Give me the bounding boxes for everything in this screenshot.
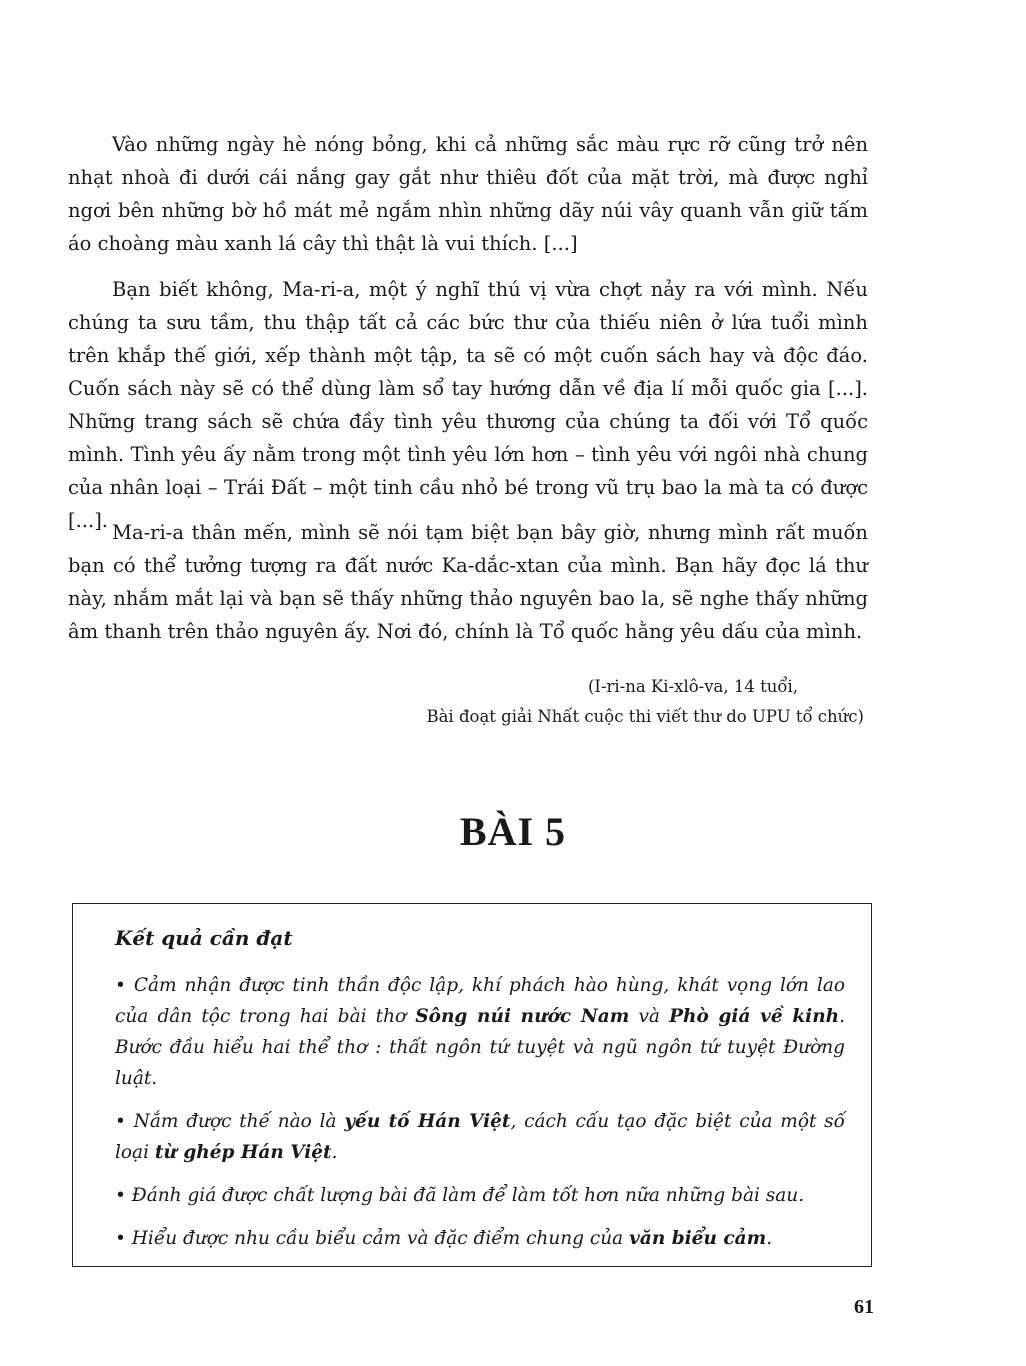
outcome-text: . [766, 1228, 773, 1249]
letter-source-note: Bài đoạt giải Nhất cuộc thi viết thư do UPU tổ chức) [426, 707, 864, 726]
page-number: 61 [854, 1296, 874, 1318]
outcome-text: , cách cấu tạo đặc biệt của một số loại [115, 1111, 845, 1163]
outcome-text: và [629, 1006, 670, 1027]
letter-paragraph-2: Bạn biết không, Ma-ri-a, một ý nghĩ thú vị vừa chợt nảy ra với mình. Nếu chúng ta sưu tầm, thu thập tất cả các bức thư của thiếu niên ở lứa tuổi mình trên khắp thế giới, xếp thành một tập, ta sẽ có một cuốn sách hay và độc đáo. Cuốn sách này sẽ có thể dùng làm sổ tay hướng dẫn về địa lí mỗi quốc gia [...]. Những trang sách sẽ chứa đầy tình yêu thương của chúng ta đối với Tổ quốc mình. Tình yêu ấy nằm trong một tình yêu lớn hơn – tình yêu với ngôi nhà chung của nhân loại – Trái Đất – một tinh cầu nhỏ bé trong vũ trụ bao la mà ta có được [...]. [68, 278, 868, 532]
letter-paragraph-1: Vào những ngày hè nóng bỏng, khi cả những sắc màu rực rỡ cũng trở nên nhạt nhoà đi dưới cái nắng gay gắt như thiêu đốt của mặt trời, mà được nghỉ ngơi bên những bờ hồ mát mẻ ngắm nhìn những dãy núi vây quanh vẫn giữ tấm áo choàng màu xanh lá cây thì thật là vui thích. [...] [68, 133, 868, 255]
outcome-emphasis: từ ghép Hán Việt [154, 1142, 332, 1163]
outcome-text: . Bước đầu hiểu hai thể thơ : thất ngôn tứ tuyệt và ngũ ngôn tứ tuyệt Đường luật. [115, 1006, 845, 1089]
letter-paragraph-3: Ma-ri-a thân mến, mình sẽ nói tạm biệt bạn bây giờ, nhưng mình rất muốn bạn có thể tưởng tượng ra đất nước Ka-dắc-xtan của mình. Bạn hãy đọc lá thư này, nhắm mắt lại và bạn sẽ thấy những thảo nguyên bao la, sẽ nghe thấy những âm thanh trên thảo nguyên ấy. Nơi đó, chính là Tổ quốc hằng yêu dấu của mình. [68, 521, 868, 643]
outcome-emphasis: văn biểu cảm [629, 1228, 767, 1249]
outcome-text: . [331, 1142, 338, 1163]
outcome-text: • Hiểu được nhu cầu biểu cảm và đặc điểm chung của [115, 1228, 630, 1249]
outcome-item [115, 1106, 845, 1168]
outcome-emphasis: Phò giá về kinh [669, 1006, 840, 1027]
lesson-title: BÀI 5 [459, 809, 567, 854]
outcome-item [115, 1223, 845, 1254]
outcome-item [115, 1180, 845, 1211]
outcome-text: • Đánh giá được chất lượng bài đã làm để làm tốt hơn nữa những bài sau. [115, 1185, 805, 1206]
outcome-item [115, 970, 845, 1094]
learning-outcomes-heading: Kết quả cần đạt [115, 926, 293, 950]
letter-source-author: (I-ri-na Ki-xlô-va, 14 tuổi, [587, 677, 798, 696]
learning-outcomes-box [72, 903, 872, 1267]
outcome-text: • Nắm được thế nào là [115, 1111, 345, 1132]
outcome-emphasis: yếu tố Hán Việt [344, 1111, 511, 1132]
outcome-text: • Cảm nhận được tinh thần độc lập, khí phách hào hùng, khát vọng lớn lao của dân tộc trong hai bài thơ [115, 975, 845, 1027]
outcome-emphasis: Sông núi nước Nam [415, 1006, 630, 1027]
